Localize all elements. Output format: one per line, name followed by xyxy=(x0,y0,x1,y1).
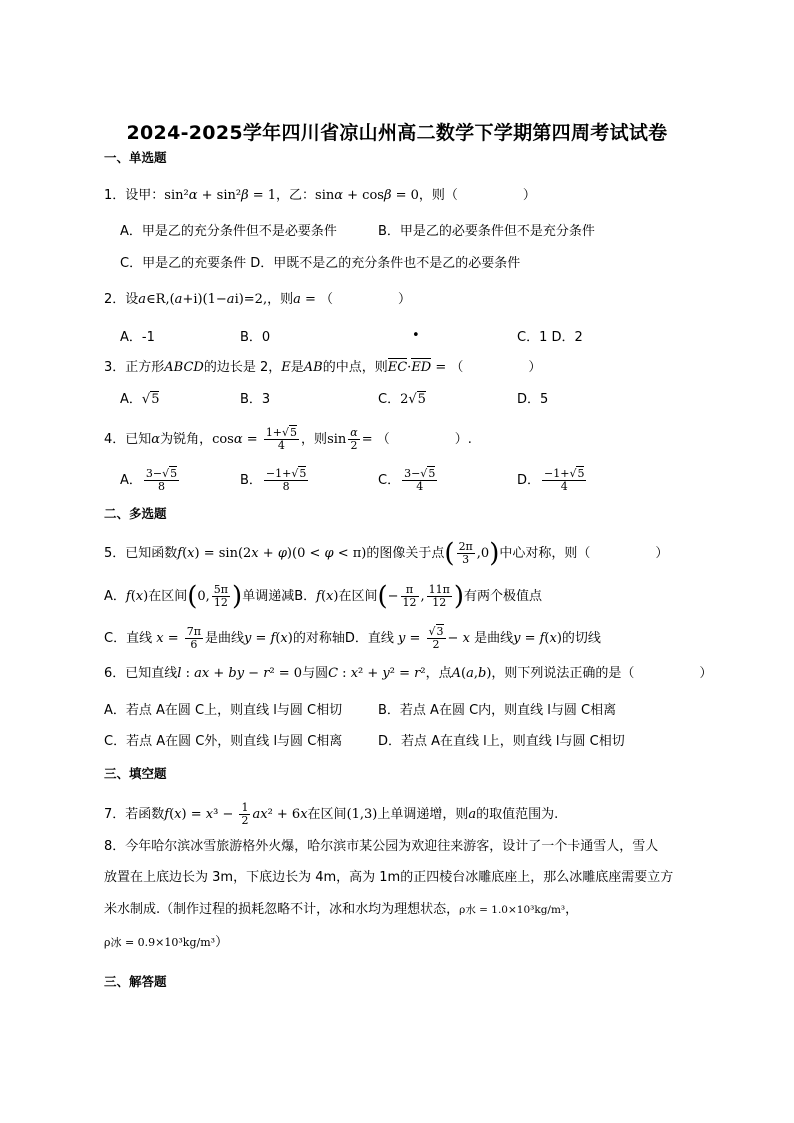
q5-option-c-text1: C．直线 xyxy=(104,631,153,646)
q7-half: $\frac{1}{2}$ xyxy=(241,801,249,827)
q6-stem-part-c: ，点 xyxy=(425,666,452,681)
question-8-line-3 xyxy=(104,902,578,918)
q4-sin-half: sin xyxy=(327,432,347,447)
q3-stem-part-c: 是 xyxy=(290,360,304,375)
q5-option-ab: A．f(x)在区间(0, $\frac{5\pi}{12}$ )单调递减B．f(x)在区间(− $\frac{\pi}{12}$ , $\frac{11\pi}{12}$ )有两个极值点 xyxy=(104,581,543,612)
page-title: 2024-2025学年四川省凉山州高二数学下学期第四周考试试卷 xyxy=(126,122,668,144)
q4-option-d xyxy=(517,468,588,493)
q2-formula: a∈R,(a+i)(1−ai)=2, xyxy=(138,292,268,307)
q5-option-b-interval-start: $\frac{\pi}{12}$ xyxy=(402,583,417,609)
q5-option-a-text1: 在区间 xyxy=(148,589,188,604)
section-heading-single-choice: 一、单选题 xyxy=(104,150,167,165)
q3-option-b: B．3 xyxy=(240,392,271,407)
q7-stem-part-a: 7．若函数 xyxy=(104,807,165,822)
q2-stem-part-a: 2．设 xyxy=(104,292,139,307)
q7-interval: (1,3) xyxy=(346,807,378,822)
q2-option-a: A．-1 xyxy=(120,330,155,345)
q7-stem-part-d: 的取值范围为. xyxy=(476,807,559,822)
q4-equals: = xyxy=(361,432,377,447)
q5-option-a-label: A． xyxy=(104,589,126,604)
q5-stem-part-a: 5．已知函数 xyxy=(104,546,178,561)
q3-option-c-value: 2√5 xyxy=(400,392,426,407)
q5-option-c-line: $\frac{7\pi}{6}$ xyxy=(186,625,201,651)
q5-option-c-text3: 的对称轴 xyxy=(292,631,345,646)
question-1-stem xyxy=(104,188,536,204)
q1-stem-part-a: 1．设甲： xyxy=(104,188,165,203)
q7-function: f(x) = x³ − xyxy=(164,807,238,822)
q4-stem-part-c: ，则 xyxy=(301,432,328,447)
q4-option-a-value: $\frac{3-√5}{8}$ xyxy=(145,467,178,493)
section-heading-multiple-choice: 二、多选题 xyxy=(104,506,167,521)
q4-cos-fraction: $\frac{1+√5}{4}$ xyxy=(265,426,298,452)
question-8-line-4 xyxy=(104,935,228,951)
q4-option-c-label: C． xyxy=(378,473,401,488)
q5-option-a-text2: 单调递减 xyxy=(242,589,295,604)
q4-option-d-value: $\frac{-1+√5}{4}$ xyxy=(544,467,585,493)
q5-option-a-interval-end: $\frac{5\pi}{12}$ xyxy=(213,583,229,609)
q5-stem-part-c: 中心对称，则（ ） xyxy=(499,546,669,561)
q4-option-c-value: $\frac{3-√5}{4}$ xyxy=(404,467,436,493)
q5-stem-part-b: 的图像关于点 xyxy=(366,546,445,561)
q5-option-b-label: B． xyxy=(294,589,317,604)
q8-comma: ， xyxy=(565,902,579,917)
question-2-stem xyxy=(104,292,411,308)
q7-stem-part-c: 上单调递增，则 xyxy=(377,807,469,822)
q3-point-e: E xyxy=(281,360,291,375)
q4-option-b-label: B． xyxy=(240,473,262,488)
question-8-line-2: 放置在上底边长为 3m，下底边长为 4m，高为 1m的正四棱台冰雕底座上，那么冰雕底座需要立方 xyxy=(104,870,674,885)
question-8-line-1: 8．今年哈尔滨冰雪旅游格外火爆，哈尔滨市某公园为欢迎往来游客，设计了一个卡通雪人，雪人 xyxy=(104,839,659,854)
q1-option-cd: C．甲是乙的充要条件 D．甲既不是乙的充分条件也不是乙的必要条件 xyxy=(120,256,521,271)
q4-option-a xyxy=(120,468,181,493)
question-7-stem: 7．若函数f(x) = x³ − $\frac{1}{2}$ ax² + 6x在区间(1,3)上单调递增，则a的取值范围为. xyxy=(104,801,559,827)
q4-option-d-label: D． xyxy=(517,473,541,488)
q5-option-b-text1: 在区间 xyxy=(338,589,378,604)
q5-option-d-line: $\frac{√3}{2}$ xyxy=(428,625,444,651)
q5-option-cd: C．直线 x = $\frac{7\pi}{6}$ 是曲线y = f(x)的对称轴D．直线 y = $\frac{√3}{2}$ − x 是曲线y = f(x)的切线 xyxy=(104,625,601,651)
q6-point-a: A(a,b) xyxy=(451,666,492,681)
q4-half-alpha: $\frac{\alpha}{2}$ xyxy=(350,426,358,452)
q2-equals: = xyxy=(300,292,321,307)
q5-option-c-text2: 是曲线 xyxy=(204,631,244,646)
q4-alpha: α xyxy=(151,432,161,447)
q6-option-c: C．若点 A在圆 C外，则直线 l与圆 C相离 xyxy=(104,734,343,749)
q4-stem-part-d: （ ）. xyxy=(376,432,472,447)
q1-formula-yi: sinα + cosβ = 0 xyxy=(315,188,419,203)
q4-stem-part-a: 4．已知 xyxy=(104,432,152,447)
q6-option-d: D．若点 A在直线 l上，则直线 l与圆 C相切 xyxy=(378,734,625,749)
question-3-stem xyxy=(104,360,541,376)
q5-option-d-text2: 是曲线 xyxy=(474,631,514,646)
q3-segment-ab: AB xyxy=(303,360,323,375)
q3-stem-part-d: 的中点，则 xyxy=(322,360,388,375)
q4-cos-formula: cosα = xyxy=(212,432,262,447)
q2-option-b: B．0 xyxy=(240,330,271,345)
q3-option-a-label: A． xyxy=(120,392,142,407)
q4-option-b xyxy=(240,468,310,493)
q8-water-density: ρ水 = 1.0×10³kg/m³ xyxy=(459,904,566,916)
q1-option-b: B．甲是乙的必要条件但不是充分条件 xyxy=(378,224,595,239)
q2-dot-mark: • xyxy=(412,328,420,343)
q6-stem-part-a: 6．已知直线 xyxy=(104,666,178,681)
q3-square-name: ABCD xyxy=(164,360,204,375)
q1-formula-jia: sin²α + sin²β = 1 xyxy=(164,188,277,203)
q3-option-a xyxy=(120,392,159,408)
q4-option-a-label: A． xyxy=(120,473,142,488)
q8-close-paren: ） xyxy=(215,935,229,950)
question-5-stem: 5．已知函数f(x) = sin(2x + φ)(0 < φ < π)的图像关于点( $\frac{2\pi}{3}$ ,0)中心对称，则（ ） xyxy=(104,538,669,569)
q3-option-c xyxy=(378,392,426,408)
q5-option-b-interval-end: $\frac{11\pi}{12}$ xyxy=(428,583,450,609)
q2-stem-part-b: ，则 xyxy=(267,292,294,307)
q6-circle-eq: C : x² + y² = r² xyxy=(328,666,426,681)
q3-option-a-value: √5 xyxy=(141,392,160,407)
q3-option-c-label: C． xyxy=(378,392,401,407)
q6-stem-part-d: ，则下列说法正确的是（ ） xyxy=(491,666,713,681)
q6-stem-part-b: 与圆 xyxy=(302,666,329,681)
q8-line-3-text: 米水制成.（制作过程的损耗忽略不计，冰和水均为理想状态， xyxy=(104,902,460,917)
q5-option-b-text2: 有两个极值点 xyxy=(464,589,543,604)
q5-function: f(x) = sin(2x + φ)(0 < φ < π) xyxy=(177,546,367,561)
q3-stem-part-b: 的边长是 2， xyxy=(203,360,282,375)
q5-option-d-text3: 的切线 xyxy=(561,631,601,646)
section-heading-fill-in: 三、填空题 xyxy=(104,766,167,781)
q6-option-a: A．若点 A在圆 C上，则直线 l与圆 C相切 xyxy=(104,703,343,718)
q5-option-d-text1: D．直线 xyxy=(344,631,394,646)
q4-option-c xyxy=(378,468,439,493)
q1-stem-part-b: ，乙： xyxy=(276,188,316,203)
q4-option-b-value: $\frac{-1+√5}{8}$ xyxy=(265,467,307,493)
q3-dot-product: EC·ED = xyxy=(387,360,451,375)
question-4-stem xyxy=(104,427,472,452)
q8-ice-density: ρ冰 = 0.9×10³kg/m³ xyxy=(104,936,216,949)
q1-stem-part-c: ，则（ ） xyxy=(418,188,536,203)
question-6-stem xyxy=(104,666,712,682)
q3-stem-part-a: 3．正方形 xyxy=(104,360,165,375)
q4-stem-part-b: 为锐角， xyxy=(160,432,213,447)
q3-stem-part-e: （ ） xyxy=(450,360,542,375)
q2-option-cd: C．1 D．2 xyxy=(517,330,583,345)
q7-stem-part-b: 在区间 xyxy=(307,807,347,822)
q2-var-a: a xyxy=(293,292,301,307)
q5-center-x: $\frac{2\pi}{3}$ xyxy=(458,540,473,566)
section-heading-problems: 三、解答题 xyxy=(104,974,167,989)
q6-line-eq: l : ax + by − r² = 0 xyxy=(177,666,303,681)
q3-option-d: D．5 xyxy=(517,392,549,407)
q2-stem-part-c: （ ） xyxy=(320,292,412,307)
q6-option-b: B．若点 A在圆 C内，则直线 l与圆 C相离 xyxy=(378,703,617,718)
q1-option-a: A．甲是乙的充分条件但不是必要条件 xyxy=(120,224,337,239)
q7-var-a: a xyxy=(468,807,477,822)
